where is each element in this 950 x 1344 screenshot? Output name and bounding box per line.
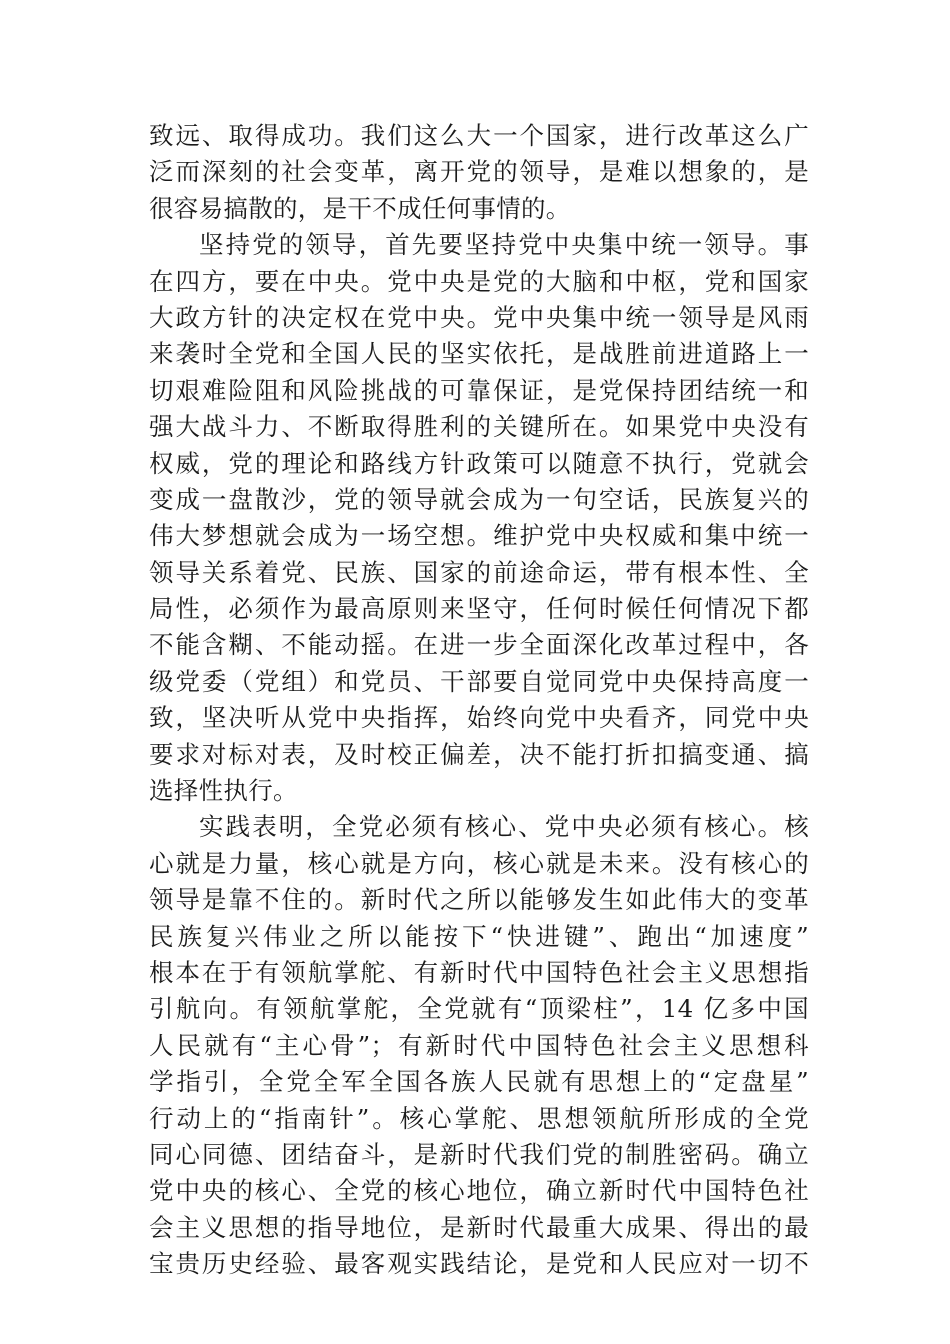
text-line: 切艰难险阻和风险挑战的可靠保证，是党保持团结统一和 (149, 375, 809, 405)
text-line: 坚持党的领导，首先要坚持党中央集中统一领导。事 (199, 230, 809, 260)
text-line: 行动上的“指南针”。核心掌舵、思想领航所形成的全党 (149, 1103, 809, 1133)
text-line: 在四方，要在中央。党中央是党的大脑和中枢，党和国家 (149, 266, 809, 296)
text-line: 会主义思想的指导地位，是新时代最重大成果、得出的最 (149, 1212, 809, 1242)
text-line: 致远、取得成功。我们这么大一个国家，进行改革这么广 (149, 121, 809, 150)
text-line: 选择性执行。 (149, 776, 298, 806)
text-line: 党中央的核心、全党的核心地位，确立新时代中国特色社 (149, 1176, 809, 1206)
text-line: 强大战斗力、不断取得胜利的关键所在。如果党中央没有 (149, 412, 809, 442)
text-line: 来袭时全党和全国人民的坚实依托，是战胜前进道路上一 (149, 339, 809, 369)
text-line: 人民就有“主心骨”；有新时代中国特色社会主义思想科 (149, 1030, 809, 1060)
text-line: 心就是力量，核心就是方向，核心就是未来。没有核心的 (149, 848, 809, 878)
text-line: 实践表明，全党必须有核心、党中央必须有核心。核 (199, 812, 809, 842)
text-line: 要求对标对表，及时校正偏差，决不能打折扣搞变通、搞 (149, 739, 809, 769)
text-line: 引航向。有领航掌舵，全党就有“顶梁柱”，14 亿多中国 (149, 994, 809, 1024)
text-line: 同心同德、团结奋斗，是新时代我们党的制胜密码。确立 (149, 1139, 809, 1169)
body-text (149, 118, 809, 1283)
text-line: 根本在于有领航掌舵、有新时代中国特色社会主义思想指 (149, 957, 809, 987)
text-line: 很容易搞散的，是干不成任何事情的。 (149, 193, 571, 223)
text-line: 致，坚决听从党中央指挥，始终向党中央看齐，同党中央 (149, 703, 809, 733)
text-line: 伟大梦想就会成为一场空想。维护党中央权威和集中统一 (149, 521, 809, 551)
text-line: 领导关系着党、民族、国家的前途命运，带有根本性、全 (149, 557, 809, 587)
text-line: 学指引，全党全军全国各族人民就有思想上的“定盘星” (149, 1067, 809, 1097)
text-line: 大政方针的决定权在党中央。党中央集中统一领导是风雨 (149, 302, 809, 332)
text-line: 民族复兴伟业之所以能按下“快进键”、跑出“加速度” (149, 921, 809, 951)
text-line: 宝贵历史经验、最客观实践结论，是党和人民应对一切不 (149, 1249, 809, 1279)
text-line: 级党委（党组）和党员、干部要自觉同党中央保持高度一 (149, 666, 809, 696)
text-line: 不能含糊、不能动摇。在进一步全面深化改革过程中，各 (149, 630, 809, 660)
text-line: 局性，必须作为最高原则来坚守，任何时候任何情况下都 (149, 594, 809, 624)
text-line: 变成一盘散沙，党的领导就会成为一句空话，民族复兴的 (149, 484, 809, 514)
text-line: 领导是靠不住的。新时代之所以能够发生如此伟大的变革 (149, 885, 809, 915)
text-line: 权威，党的理论和路线方针政策可以随意不执行，党就会 (149, 448, 809, 478)
text-line: 泛而深刻的社会变革，离开党的领导，是难以想象的，是 (149, 157, 809, 187)
